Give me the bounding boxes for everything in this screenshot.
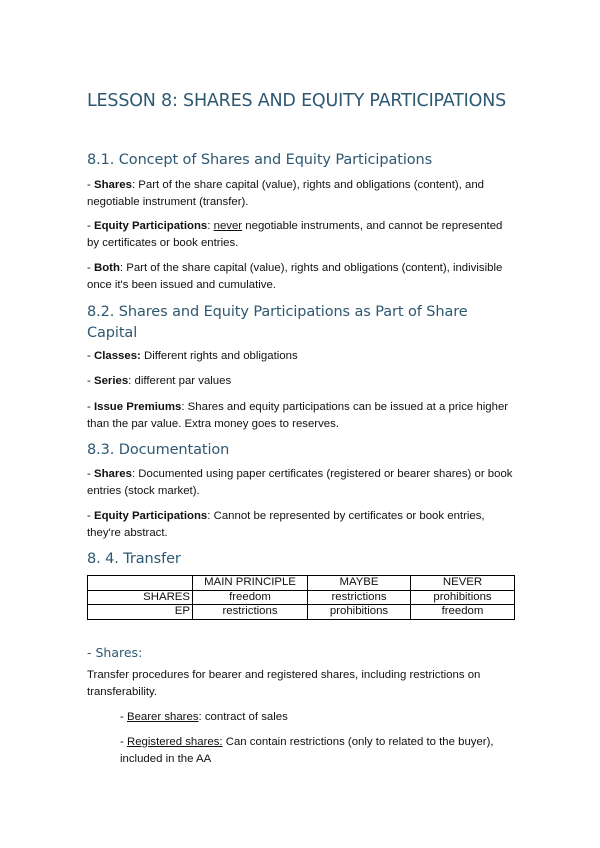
subheading-shares: - Shares: bbox=[87, 645, 143, 660]
text: Different rights and obligations bbox=[140, 350, 298, 362]
term-equity-participations: Equity Participations bbox=[93, 220, 208, 232]
table-row bbox=[88, 605, 515, 620]
table-header-cell: MAIN PRINCIPLE bbox=[193, 576, 308, 591]
table-cell: freedom bbox=[193, 590, 308, 605]
page-title: LESSON 8: SHARES AND EQUITY PARTICIPATIONS bbox=[87, 91, 507, 111]
section-heading-8-3: 8.3. Documentation bbox=[87, 442, 230, 458]
dash: - bbox=[87, 468, 94, 480]
paragraph-transfer-procedures: Transfer procedures for bearer and registered shares, including restrictions on transferability. bbox=[87, 669, 481, 698]
text: : Documented using paper certificates (registered or bearer shares) or book entries (stock market). bbox=[87, 468, 513, 497]
paragraph-both-concept bbox=[87, 260, 517, 293]
paragraph-issue-premiums bbox=[87, 399, 517, 432]
table-row-header: SHARES bbox=[88, 590, 193, 605]
paragraph-classes bbox=[87, 348, 517, 365]
dash: - bbox=[87, 262, 94, 274]
text: : Shares and equity participations can be issued at a price higher than the par value. Extra money goes to reserves. bbox=[87, 401, 509, 430]
section-heading-8-1: 8.1. Concept of Shares and Equity Participations bbox=[87, 152, 433, 168]
transfer-table bbox=[87, 575, 515, 620]
text: : different par values bbox=[128, 375, 232, 387]
text: negotiable instruments, and cannot be represented by certificates or book entries. bbox=[87, 220, 503, 249]
dash: - bbox=[87, 375, 94, 387]
table-row-header: EP bbox=[88, 605, 193, 620]
underlined-never: never bbox=[213, 220, 243, 232]
dash: - bbox=[120, 711, 127, 723]
bullet-bearer-shares bbox=[120, 709, 520, 726]
paragraph-shares-documentation bbox=[87, 466, 517, 499]
section-heading-8-4: 8. 4. Transfer bbox=[87, 551, 181, 567]
text: : bbox=[207, 220, 214, 232]
table-cell: freedom bbox=[411, 605, 515, 620]
section-heading-8-2: 8.2. Shares and Equity Participations as Part of Share Capital bbox=[87, 304, 468, 341]
term-issue-premiums: Issue Premiums bbox=[93, 401, 182, 413]
table-cell: prohibitions bbox=[411, 590, 515, 605]
paragraph-shares-concept bbox=[87, 177, 517, 210]
text: Can contain restrictions (only to related to the buyer), included in the AA bbox=[120, 736, 494, 765]
dash: - bbox=[87, 179, 94, 191]
term-equity-participations: Equity Participations bbox=[93, 510, 208, 522]
table-cell: prohibitions bbox=[308, 605, 411, 620]
table-header-cell bbox=[88, 576, 193, 591]
table-cell: restrictions bbox=[193, 605, 308, 620]
term-registered-shares: Registered shares: bbox=[126, 736, 223, 748]
term-shares: Shares bbox=[93, 179, 132, 191]
term-series: Series bbox=[93, 375, 129, 387]
bullet-registered-shares bbox=[120, 734, 520, 767]
term-shares: Shares bbox=[93, 468, 132, 480]
term-classes: Classes: bbox=[93, 350, 141, 362]
dash: - bbox=[87, 510, 94, 522]
text: : Part of the share capital (value), rights and obligations (content), indivisible once it's been issued and cumulative. bbox=[87, 262, 503, 291]
dash: - bbox=[87, 220, 94, 232]
term-bearer-shares: Bearer shares bbox=[126, 711, 199, 723]
text: : contract of sales bbox=[198, 711, 288, 723]
table-header-cell: NEVER bbox=[411, 576, 515, 591]
term-both: Both bbox=[93, 262, 120, 274]
dash: - bbox=[87, 401, 94, 413]
dash: - bbox=[120, 736, 127, 748]
table-row bbox=[88, 590, 515, 605]
table-header-cell: MAYBE bbox=[308, 576, 411, 591]
text: : Part of the share capital (value), rights and obligations (content), and negotiable instrument (transfer). bbox=[87, 179, 485, 208]
text: : Cannot be represented by certificates or book entries, they're abstract. bbox=[87, 510, 485, 539]
dash: - bbox=[87, 350, 94, 362]
table-cell: restrictions bbox=[308, 590, 411, 605]
paragraph-ep-documentation bbox=[87, 508, 517, 541]
paragraph-series bbox=[87, 373, 517, 390]
table-header-row bbox=[88, 576, 515, 591]
paragraph-ep-concept bbox=[87, 218, 517, 251]
